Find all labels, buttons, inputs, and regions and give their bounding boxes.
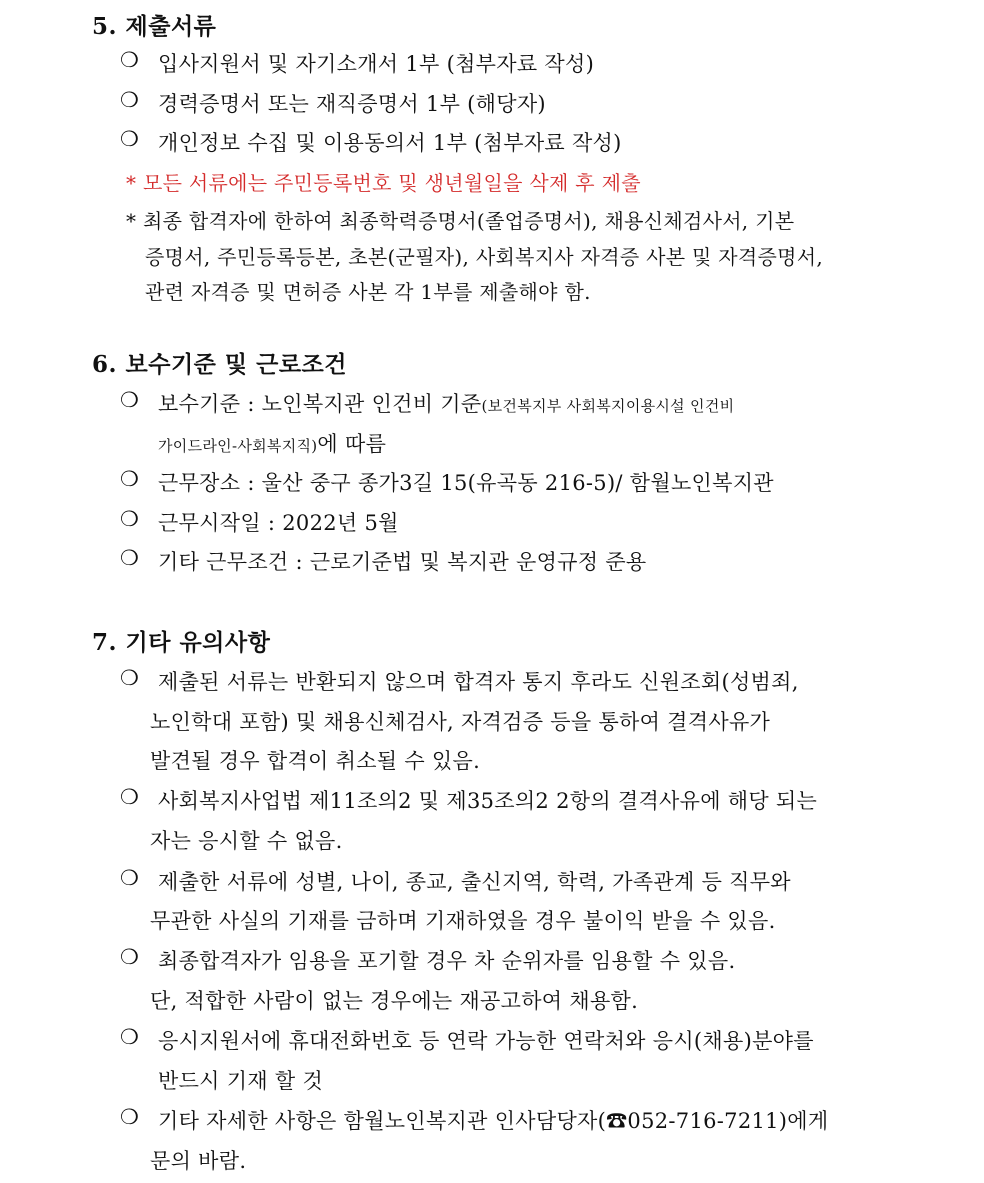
notice-line: 단, 적합한 사람이 없는 경우에는 재공고하여 채용함. (150, 989, 639, 1013)
bullet-icon: ❍ (120, 48, 139, 72)
warning-note: * 모든 서류에는 주민등록번호 및 생년월일을 삭제 후 제출 (126, 171, 641, 195)
bullet-icon: ❍ (120, 88, 139, 112)
bullet-icon: ❍ (120, 388, 139, 412)
contact-line: 기타 자세한 사항은 함월노인복지관 인사담당자(☎052-716-7211)에게 (158, 1109, 829, 1133)
pay-standard-tail: 에 따름 (317, 432, 387, 456)
bullet-icon: ❍ (120, 546, 139, 570)
pay-standard-ref: (보건복지부 사회복지이용시설 인건비 (481, 397, 735, 415)
section-5-title: 5. 제출서류 (92, 13, 217, 40)
other-conditions: 기타 근무조건 : 근로기준법 및 복지관 운영규정 준용 (158, 550, 647, 574)
note-line: 증명서, 주민등록등본, 초본(군필자), 사회복지사 자격증 사본 및 자격증명서, (145, 245, 824, 269)
notice-line: 제출한 서류에 성별, 나이, 종교, 출신지역, 학력, 가족관계 등 직무와 (158, 870, 791, 894)
bullet-icon: ❍ (120, 127, 139, 151)
bullet-icon: ❍ (120, 666, 139, 690)
pay-standard (158, 388, 734, 418)
notice-line: 노인학대 포함) 및 채용신체검사, 자격검증 등을 통하여 결격사유가 (150, 710, 771, 734)
notice-line: 최종합격자가 임용을 포기할 경우 차 순위자를 임용할 수 있음. (158, 949, 736, 973)
doc-item: 개인정보 수집 및 이용동의서 1부 (첨부자료 작성) (158, 131, 622, 155)
contact-line: 문의 바람. (150, 1149, 247, 1173)
notice-line: 반드시 기재 할 것 (158, 1069, 324, 1093)
notice-line: 발견될 경우 합격이 취소될 수 있음. (150, 749, 481, 773)
work-location: 근무장소 : 울산 중구 종가3길 15(유곡동 216-5)/ 함월노인복지관 (158, 471, 774, 495)
section-7-title: 7. 기타 유의사항 (92, 629, 271, 656)
pay-standard-main: 보수기준 : 노인복지관 인건비 기준 (158, 392, 482, 416)
bullet-icon: ❍ (120, 866, 139, 890)
doc-item: 입사지원서 및 자기소개서 1부 (첨부자료 작성) (158, 52, 595, 76)
start-date: 근무시작일 : 2022년 5월 (158, 511, 399, 535)
bullet-icon: ❍ (120, 1025, 139, 1049)
notice-line: 사회복지사업법 제11조의2 및 제35조의2 2항의 결격사유에 해당 되는 (158, 789, 818, 813)
section-6-title: 6. 보수기준 및 근로조건 (92, 351, 347, 378)
pay-standard-cont (158, 428, 386, 458)
notice-line: 제출된 서류는 반환되지 않으며 합격자 통지 후라도 신원조회(성범죄, (158, 670, 799, 694)
doc-item: 경력증명서 또는 재직증명서 1부 (해당자) (158, 92, 546, 116)
notice-line: 응시지원서에 휴대전화번호 등 연락 가능한 연락처와 응시(채용)분야를 (158, 1029, 814, 1053)
bullet-icon: ❍ (120, 1105, 139, 1129)
bullet-icon: ❍ (120, 945, 139, 969)
pay-standard-ref-cont: 가이드라인-사회복지직) (158, 437, 318, 455)
bullet-icon: ❍ (120, 507, 139, 531)
notice-line: 자는 응시할 수 없음. (150, 829, 343, 853)
note-line: 관련 자격증 및 면허증 사본 각 1부를 제출해야 함. (145, 280, 591, 304)
bullet-icon: ❍ (120, 467, 139, 491)
notice-line: 무관한 사실의 기재를 금하며 기재하였을 경우 불이익 받을 수 있음. (150, 909, 776, 933)
bullet-icon: ❍ (120, 785, 139, 809)
note-line: * 최종 합격자에 한하여 최종학력증명서(졸업증명서), 채용신체검사서, 기본 (126, 209, 795, 233)
